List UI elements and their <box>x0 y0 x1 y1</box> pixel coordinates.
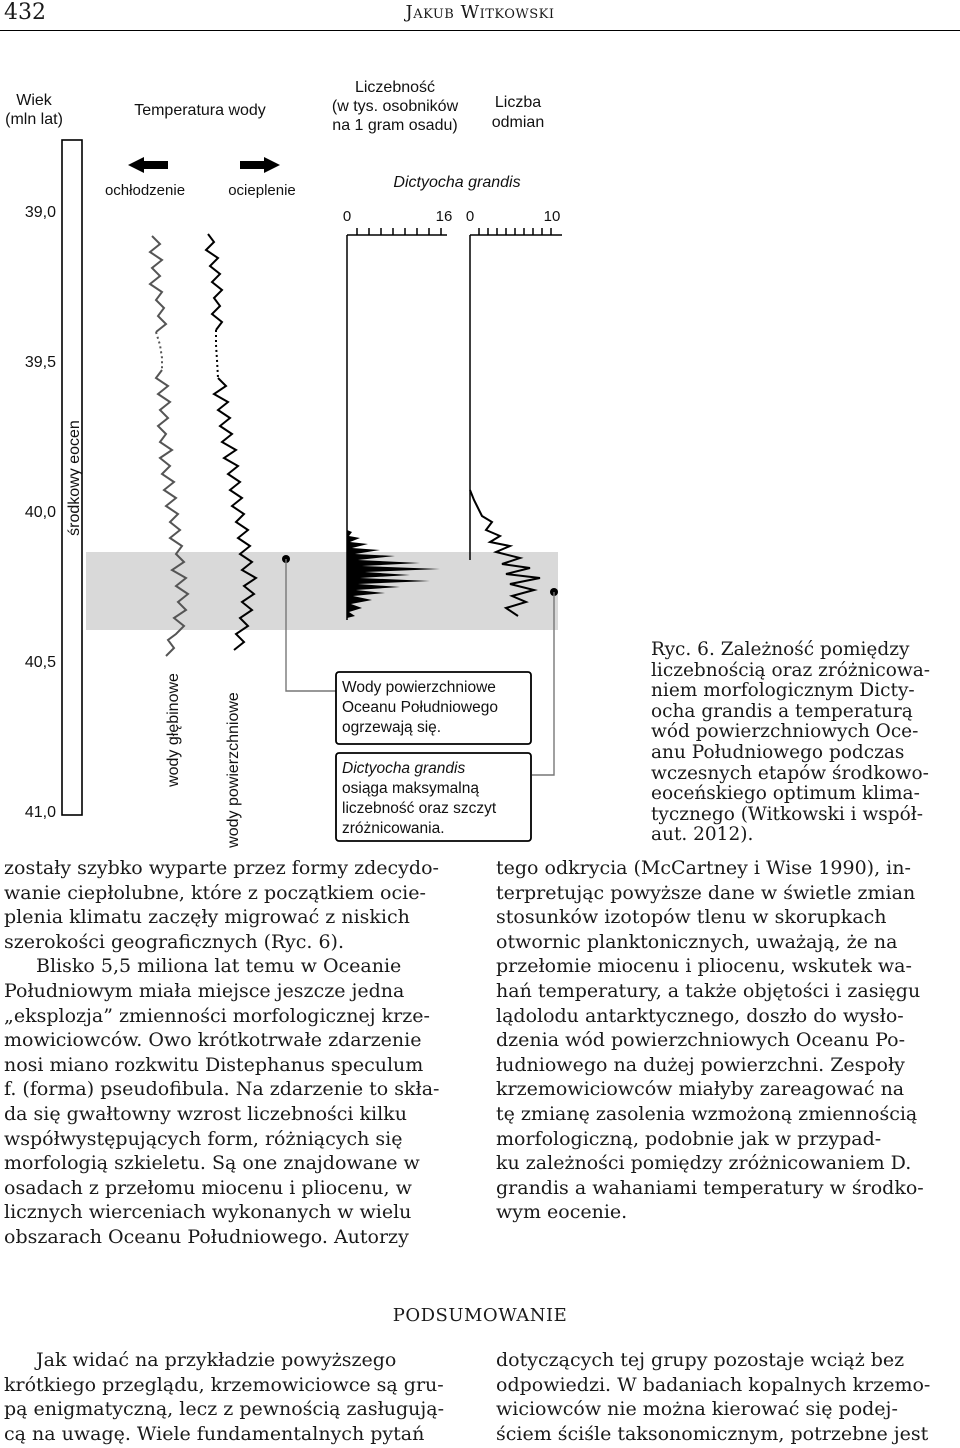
age-tick-label: 40,0 <box>24 504 56 521</box>
figure-caption <box>651 640 957 846</box>
text-line: szerokości geograficznych (Ryc. 6). <box>4 930 344 953</box>
text-line: odpowiedzi. W badaniach kopalnych krzemo- <box>496 1373 931 1396</box>
text-line: morfologią szkieletu. Są one znajdowane w <box>4 1152 420 1175</box>
text-line: plenia klimatu zaczęły migrować z niskich <box>4 906 410 929</box>
caption-line: tycznego (Witkowski i współ- <box>651 803 924 825</box>
highlight-band <box>86 552 558 630</box>
text-line: dotyczących tej grupy pozostaje wciąż bez <box>496 1349 905 1371</box>
callout-box-1-line: Oceanu Południowego <box>342 699 498 716</box>
text-line: f. (forma) pseudofibula. Na zdarzenie to skła- <box>4 1078 440 1101</box>
text-line: zostały szybko wyparte przez formy zdecydo- <box>4 857 439 879</box>
text-line: tę zmianę zasolenia wzmożoną zmiennością <box>496 1102 918 1125</box>
text-line: terpretując powyższe dane w świetle zmian <box>496 881 916 904</box>
caption-line: Ryc. 6. Zależność pomiędzy <box>651 639 910 660</box>
text-line: wanie ciepłolubne, które z początkiem ocie- <box>4 881 426 904</box>
warming-arrow <box>240 157 280 173</box>
text-line: mowiciowców. Owo krótkotrwałe zdarzenie <box>4 1029 422 1052</box>
callout-box-2-line: osiąga maksymalną <box>342 780 479 797</box>
abundance-axis-max: 16 <box>435 208 453 225</box>
deep-water-label: wody głębinowe <box>165 673 182 787</box>
text-line: krzemowiciowców miałyby zareagować na <box>496 1078 905 1101</box>
abundance-header-line2: (w tys. osobników <box>331 98 459 115</box>
cooling-label: ochłodzenie <box>104 182 186 199</box>
text-line: Blisko 5,5 miliona lat temu w Oceanie <box>36 955 402 978</box>
text-line: dzenia wód powierzchniowych Oceanu Po- <box>496 1029 906 1052</box>
age-header-line1: Wiek <box>16 92 52 109</box>
text-line: ściem ściśle taksonomicznym, potrzebne jest <box>496 1422 929 1445</box>
text-line: hań temperatury, a także objętości i zasięgu <box>496 979 921 1002</box>
text-line: wym eocenie. <box>496 1201 628 1224</box>
body-column-left <box>4 856 465 1250</box>
epoch-label: środkowy eocen <box>66 420 83 536</box>
callout-box-1-line: ogrzewają się. <box>342 719 442 736</box>
page-header <box>0 0 960 30</box>
section-title: PODSUMOWANIE <box>392 1305 568 1326</box>
text-line: łudniowego na dużej powierzchni. Zespoły <box>496 1053 905 1076</box>
abundance-axis-min: 0 <box>342 208 352 225</box>
callout-box-2-line: liczebność oraz szczyt <box>342 800 497 817</box>
caption-line: wód powierzchniowych Oce- <box>651 721 919 743</box>
cooling-arrow <box>128 157 168 173</box>
caption-line: ocha grandis a temperaturą <box>651 700 913 722</box>
variants-axis <box>470 228 562 560</box>
text-line: cą na uwagę. Wiele fundamentalnych pytań <box>4 1422 425 1445</box>
header-rule <box>0 30 960 31</box>
variants-axis-max: 10 <box>543 208 561 225</box>
variants-axis-min: 0 <box>465 208 475 225</box>
abundance-header-line1: Liczebność <box>354 79 436 96</box>
summary-column-left <box>4 1348 465 1446</box>
text-line: da się gwałtowny wzrost liczebności kilku <box>4 1102 407 1125</box>
text-line: Jak widać na przykładzie powyższego <box>36 1349 397 1371</box>
warming-label: ocieplenie <box>228 182 296 199</box>
text-line: obszarach Oceanu Południowego. Autorzy <box>4 1225 409 1248</box>
page-number: 432 <box>4 0 46 25</box>
text-line: grandis a wahaniami temperatury w środko- <box>496 1176 924 1199</box>
age-tick-label: 39,0 <box>24 204 56 221</box>
abundance-header-line3: na 1 gram osadu) <box>332 117 458 134</box>
variants-header-line2: odmian <box>491 114 545 131</box>
age-header-line2: (mln lat) <box>5 111 63 128</box>
caption-line: niem morfologicznym Dicty- <box>651 680 915 702</box>
caption-line: anu Południowego podczas <box>651 741 905 763</box>
text-line: licznych wierceniach wykonanych w wielu <box>4 1201 412 1224</box>
text-line: ku zależności pomiędzy zróżnicowaniem D. <box>496 1152 912 1175</box>
text-line: morfologiczną, podobnie jak w przypad- <box>496 1127 882 1150</box>
callout-box-2-line: Dictyocha grandis <box>342 760 466 777</box>
text-line: tego odkrycia (McCartney i Wise 1990), in- <box>496 857 911 879</box>
caption-line: liczebnością oraz zróżnicowa- <box>651 659 931 681</box>
caption-line: eoceńskiego optimum klima- <box>651 783 920 805</box>
text-line: pą enigmatyczną, lecz z pewnością zasługują- <box>4 1398 445 1421</box>
age-tick-label: 40,5 <box>24 654 56 671</box>
text-line: przełomie miocenu i pliocenu, wskutek wa- <box>496 955 912 978</box>
text-line: „eksplozja” zmienności morfologicznej krze- <box>4 1004 430 1027</box>
species-label: Dictyocha grandis <box>393 174 521 191</box>
callout-box-2-line: zróżnicowania. <box>342 820 445 837</box>
text-line: stosunków izotopów tlenu w skorupkach <box>496 906 887 929</box>
text-line: osadach z przełomu miocenu i pliocenu, w <box>4 1176 412 1199</box>
text-line: współwystępujących form, różniących się <box>4 1127 403 1150</box>
figure-6 <box>0 60 580 850</box>
variants-header-line1: Liczba <box>494 94 542 111</box>
summary-column-right <box>496 1348 957 1446</box>
surface-water-label: wody powierzchniowe <box>225 692 242 848</box>
callout-box-1-line: Wody powierzchniowe <box>342 679 496 696</box>
age-tick-label: 39,5 <box>24 354 56 371</box>
text-line: wiciowców nie można kierować się podej- <box>496 1398 898 1421</box>
age-tick-label: 41,0 <box>24 804 56 821</box>
text-line: lądolodu antarktycznego, doszło do wysło- <box>496 1004 904 1027</box>
text-line: krótkiego przeglądu, krzemowiciowce są gru- <box>4 1373 444 1396</box>
text-line: Południowym miała miejsce jeszcze jedna <box>4 979 405 1002</box>
temperature-header: Temperatura wody <box>134 102 266 119</box>
running-head: Jakub Witkowski <box>405 2 555 23</box>
body-column-right <box>496 856 957 1225</box>
text-line: nosi miano rozkwitu Distephanus speculum <box>4 1053 424 1076</box>
text-line: otwornic planktonicznych, uważają, że na <box>496 930 898 953</box>
caption-line: aut. 2012). <box>651 824 754 846</box>
caption-line: wczesnych etapów środkowo- <box>651 762 929 784</box>
